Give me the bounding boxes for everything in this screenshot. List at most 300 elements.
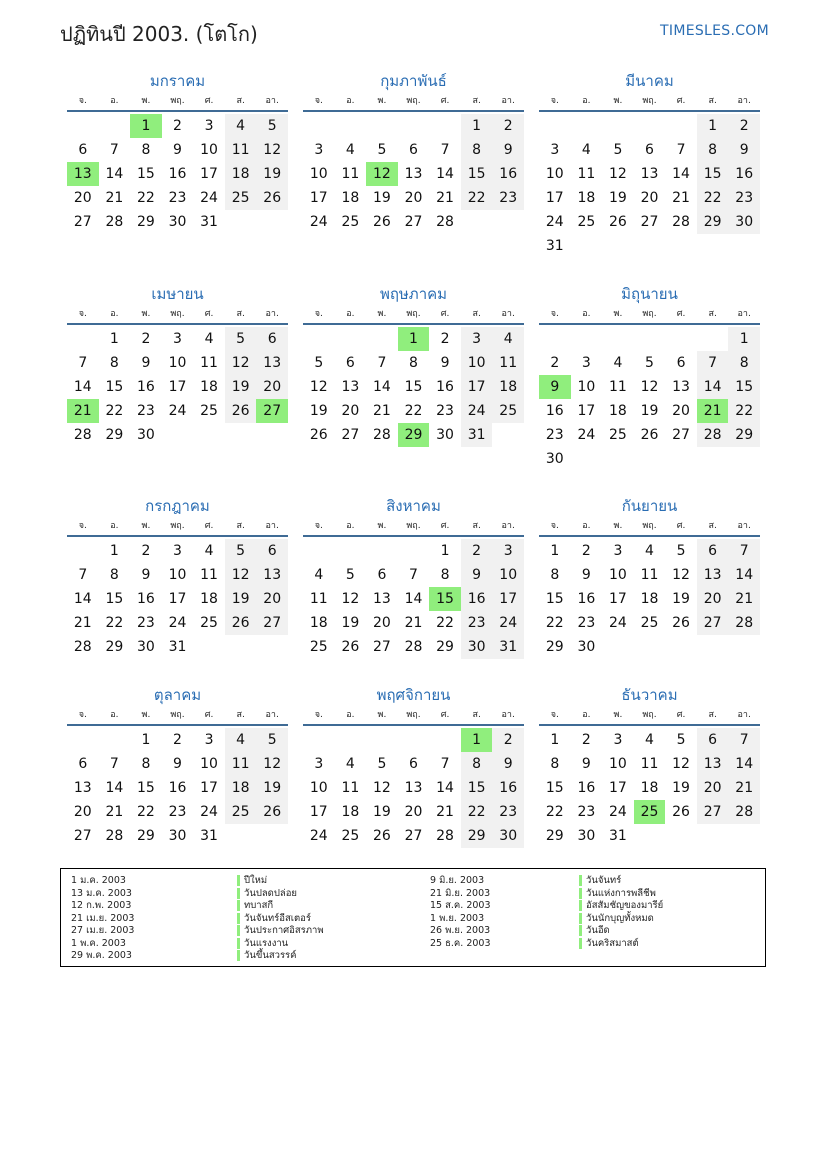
legend-holiday-date: 12 ก.พ. 2003 <box>71 900 132 911</box>
day-cell: 14 <box>728 563 760 587</box>
day-cell: 18 <box>200 591 218 607</box>
weekday-label: จ. <box>78 96 87 106</box>
holiday-day-cell: 1 <box>461 728 493 752</box>
day-cell: 8 <box>550 756 560 772</box>
weekday-label: พ. <box>141 309 151 319</box>
day-cell: 20 <box>341 403 360 419</box>
weekday-label: พฤ. <box>406 309 421 319</box>
day-cell: 31 <box>492 635 524 659</box>
weekday-label: พฤ. <box>642 710 657 720</box>
day-cell: 26 <box>373 214 391 230</box>
day-cell: 11 <box>609 379 627 395</box>
day-cell: 27 <box>697 800 729 824</box>
day-grid <box>67 539 288 659</box>
day-cell: 7 <box>409 567 418 583</box>
day-empty <box>99 114 131 138</box>
day-cell: 29 <box>728 423 760 447</box>
day-cell: 13 <box>672 379 690 395</box>
day-cell: 28 <box>73 427 92 443</box>
day-cell: 30 <box>168 214 187 230</box>
day-cell: 11 <box>309 591 328 607</box>
day-empty <box>571 114 603 138</box>
day-cell: 10 <box>309 780 328 796</box>
day-cell: 9 <box>581 567 591 583</box>
weekday-label: ส. <box>472 309 481 319</box>
month-name: พฤศจิกายน <box>376 686 451 704</box>
day-empty <box>366 539 398 563</box>
day-cell: 2 <box>728 114 760 138</box>
day-cell: 18 <box>200 379 218 395</box>
weekday-label: อ. <box>110 96 119 106</box>
site-brand-link[interactable]: TIMESLES.COM <box>660 23 769 39</box>
weekday-label: อา. <box>265 521 279 531</box>
day-empty <box>67 539 99 563</box>
weekday-label: พ. <box>377 309 387 319</box>
day-cell: 24 <box>609 804 627 820</box>
weekday-label: ศ. <box>204 309 214 319</box>
weekday-label: อา. <box>737 521 751 531</box>
day-cell: 11 <box>492 351 524 375</box>
day-cell: 18 <box>640 591 659 607</box>
day-cell: 6 <box>256 327 288 351</box>
day-cell: 12 <box>672 756 690 772</box>
weekday-label: อ. <box>110 710 119 720</box>
weekday-label: อ. <box>110 521 119 531</box>
day-cell: 17 <box>461 375 493 399</box>
day-cell: 23 <box>168 190 187 206</box>
weekday-label: พ. <box>141 521 151 531</box>
legend-holiday-date: 29 พ.ค. 2003 <box>71 950 132 961</box>
day-cell: 3 <box>173 331 182 347</box>
day-cell: 28 <box>436 828 454 844</box>
day-cell: 20 <box>672 403 690 419</box>
day-cell: 29 <box>105 427 124 443</box>
day-cell: 23 <box>728 186 760 210</box>
legend-holiday-date: 27 เม.ย. 2003 <box>71 925 135 936</box>
legend-holiday-date: 1 ม.ค. 2003 <box>71 875 126 886</box>
day-cell: 25 <box>225 186 257 210</box>
month-name: มกราคม <box>149 72 206 90</box>
weekday-header <box>67 92 288 112</box>
day-cell: 30 <box>728 210 760 234</box>
day-grid <box>303 539 524 659</box>
day-cell: 21 <box>728 776 760 800</box>
weekday-label: ศ. <box>440 521 450 531</box>
legend-holiday-date: 21 เม.ย. 2003 <box>71 912 135 924</box>
day-cell: 5 <box>256 728 288 752</box>
day-cell: 16 <box>577 591 596 607</box>
day-cell: 11 <box>225 752 257 776</box>
day-cell: 19 <box>341 615 360 631</box>
day-cell: 28 <box>73 639 92 655</box>
month-10 <box>67 684 288 848</box>
day-cell: 19 <box>225 375 257 399</box>
day-cell: 11 <box>200 355 218 371</box>
day-empty <box>335 539 367 563</box>
weekday-label: ศ. <box>204 710 214 720</box>
day-cell: 27 <box>373 639 391 655</box>
day-cell: 5 <box>676 732 686 748</box>
day-empty <box>665 327 697 351</box>
day-cell: 23 <box>577 804 596 820</box>
day-cell: 18 <box>225 162 257 186</box>
day-cell: 19 <box>225 587 257 611</box>
day-cell: 7 <box>728 728 760 752</box>
weekday-label: พ. <box>377 96 387 106</box>
weekday-label: ศ. <box>676 96 686 106</box>
day-cell: 13 <box>404 780 423 796</box>
weekday-label: อ. <box>346 309 355 319</box>
day-empty <box>634 327 666 351</box>
day-cell: 27 <box>404 214 423 230</box>
holiday-day-cell: 21 <box>67 399 99 423</box>
weekday-label: พ. <box>377 710 387 720</box>
day-cell: 4 <box>492 327 524 351</box>
day-cell: 10 <box>577 379 596 395</box>
day-cell: 26 <box>225 399 257 423</box>
day-cell: 12 <box>609 166 627 182</box>
weekday-label: พ. <box>613 521 623 531</box>
day-cell: 26 <box>640 427 659 443</box>
day-cell: 24 <box>309 828 328 844</box>
month-1 <box>67 70 288 234</box>
day-cell: 2 <box>461 539 493 563</box>
day-cell: 24 <box>200 190 218 206</box>
day-cell: 19 <box>256 776 288 800</box>
day-cell: 21 <box>73 615 92 631</box>
day-grid <box>539 114 760 258</box>
legend-holiday-date: 21 มิ.ย. 2003 <box>430 887 491 899</box>
day-empty <box>335 728 367 752</box>
day-cell: 3 <box>461 327 493 351</box>
day-cell: 21 <box>404 615 423 631</box>
weekday-label: อา. <box>265 710 279 720</box>
weekday-label: พฤ. <box>642 521 657 531</box>
day-cell: 21 <box>105 190 124 206</box>
day-cell: 27 <box>640 214 659 230</box>
day-cell: 17 <box>577 403 596 419</box>
month-name: เมษายน <box>151 285 204 303</box>
day-empty <box>303 539 335 563</box>
day-empty <box>67 114 99 138</box>
day-cell: 25 <box>341 828 360 844</box>
day-cell: 9 <box>492 752 524 776</box>
day-cell: 2 <box>581 543 591 559</box>
day-cell: 15 <box>137 780 155 796</box>
day-cell: 13 <box>256 563 288 587</box>
day-cell: 9 <box>492 138 524 162</box>
day-cell: 26 <box>225 611 257 635</box>
day-cell: 6 <box>256 539 288 563</box>
day-cell: 4 <box>645 732 654 748</box>
holiday-day-cell: 29 <box>398 423 430 447</box>
day-cell: 12 <box>256 752 288 776</box>
weekday-label: พฤ. <box>170 309 185 319</box>
day-cell: 4 <box>204 543 214 559</box>
day-cell: 15 <box>404 379 423 395</box>
day-cell: 30 <box>545 451 564 467</box>
day-cell: 7 <box>676 142 686 158</box>
weekday-label: ส. <box>708 710 717 720</box>
weekday-label: พ. <box>613 309 623 319</box>
day-grid <box>303 327 524 447</box>
weekday-label: อา. <box>737 96 751 106</box>
day-cell: 12 <box>341 591 360 607</box>
day-cell: 25 <box>341 214 360 230</box>
weekday-label: อ. <box>346 521 355 531</box>
holiday-day-cell: 13 <box>67 162 99 186</box>
day-empty <box>366 114 398 138</box>
day-cell: 5 <box>225 539 257 563</box>
weekday-label: อ. <box>582 521 591 531</box>
day-cell: 22 <box>461 800 493 824</box>
day-cell: 17 <box>200 780 218 796</box>
legend-holiday-name: วันปลดปล่อย <box>237 888 297 899</box>
day-empty <box>634 114 666 138</box>
day-cell: 9 <box>173 142 182 158</box>
day-cell: 7 <box>78 355 88 371</box>
day-cell: 23 <box>492 186 524 210</box>
legend-dates-right <box>430 875 491 950</box>
day-cell: 16 <box>492 162 524 186</box>
day-cell: 10 <box>200 142 218 158</box>
day-cell: 21 <box>105 804 124 820</box>
day-cell: 28 <box>728 611 760 635</box>
day-cell: 23 <box>168 804 187 820</box>
legend-holiday-name: วันประกาศอิสรภาพ <box>237 925 324 936</box>
day-cell: 3 <box>550 142 560 158</box>
day-cell: 4 <box>204 331 214 347</box>
day-cell: 5 <box>377 756 387 772</box>
day-cell: 26 <box>672 615 690 631</box>
day-cell: 6 <box>697 539 729 563</box>
day-cell: 4 <box>314 567 324 583</box>
day-cell: 18 <box>577 190 596 206</box>
weekday-label: พฤ. <box>170 710 185 720</box>
weekday-label: ศ. <box>676 521 686 531</box>
day-empty <box>602 327 634 351</box>
day-cell: 22 <box>697 186 729 210</box>
day-cell: 26 <box>609 214 627 230</box>
day-cell: 11 <box>640 756 659 772</box>
day-cell: 29 <box>461 824 493 848</box>
day-cell: 5 <box>345 567 355 583</box>
day-cell: 12 <box>225 563 257 587</box>
day-cell: 5 <box>225 327 257 351</box>
legend-holiday-name: วันจันทร์ <box>579 875 621 886</box>
weekday-label: อา. <box>737 710 751 720</box>
day-cell: 4 <box>225 728 257 752</box>
day-cell: 11 <box>577 166 596 182</box>
day-cell: 22 <box>728 399 760 423</box>
day-cell: 18 <box>640 780 659 796</box>
holiday-day-cell: 27 <box>256 399 288 423</box>
legend-holiday-name: วันแห่งการพลีชีพ <box>579 888 656 899</box>
day-cell: 4 <box>645 543 654 559</box>
day-cell: 6 <box>697 728 729 752</box>
weekday-header <box>303 706 524 726</box>
day-grid <box>539 539 760 659</box>
weekday-label: อา. <box>501 521 515 531</box>
day-cell: 21 <box>728 587 760 611</box>
day-cell: 31 <box>461 423 493 447</box>
holiday-day-cell: 1 <box>398 327 430 351</box>
month-name: กรกฎาคม <box>145 497 210 515</box>
day-cell: 8 <box>109 355 119 371</box>
day-cell: 12 <box>373 780 391 796</box>
weekday-label: พ. <box>613 710 623 720</box>
day-cell: 10 <box>609 567 627 583</box>
day-cell: 2 <box>173 732 182 748</box>
day-cell: 19 <box>640 403 659 419</box>
day-empty <box>697 327 729 351</box>
day-cell: 12 <box>309 379 328 395</box>
legend-holiday-date: 9 มิ.ย. 2003 <box>430 875 485 886</box>
day-cell: 6 <box>345 355 355 371</box>
day-cell: 6 <box>409 756 418 772</box>
legend-holiday-name: วันคริสมาสต์ <box>579 938 639 949</box>
day-cell: 7 <box>440 756 450 772</box>
weekday-label: พฤ. <box>170 96 185 106</box>
day-cell: 9 <box>141 355 151 371</box>
day-cell: 24 <box>200 804 218 820</box>
month-name: ธันวาคม <box>621 686 678 704</box>
day-cell: 17 <box>492 587 524 611</box>
day-cell: 10 <box>609 756 627 772</box>
day-cell: 28 <box>728 800 760 824</box>
month-9 <box>539 495 760 659</box>
month-12 <box>539 684 760 848</box>
weekday-label: อา. <box>501 96 515 106</box>
day-cell: 16 <box>492 776 524 800</box>
weekday-label: ส. <box>236 710 245 720</box>
day-cell: 22 <box>105 403 124 419</box>
weekday-label: อา. <box>501 309 515 319</box>
day-cell: 20 <box>404 190 423 206</box>
day-cell: 2 <box>550 355 560 371</box>
day-cell: 14 <box>436 780 454 796</box>
day-empty <box>398 114 430 138</box>
day-cell: 17 <box>309 190 328 206</box>
day-cell: 13 <box>341 379 360 395</box>
day-cell: 30 <box>137 639 155 655</box>
day-cell: 4 <box>613 355 623 371</box>
day-cell: 25 <box>609 427 627 443</box>
holiday-day-cell: 9 <box>539 375 571 399</box>
day-cell: 4 <box>345 756 355 772</box>
day-cell: 23 <box>577 615 596 631</box>
weekday-label: จ. <box>314 521 323 531</box>
day-cell: 4 <box>581 142 591 158</box>
day-cell: 16 <box>545 403 564 419</box>
weekday-label: ส. <box>472 96 481 106</box>
day-cell: 26 <box>256 186 288 210</box>
day-cell: 17 <box>545 190 564 206</box>
weekday-label: อา. <box>265 96 279 106</box>
day-cell: 30 <box>137 427 155 443</box>
weekday-header <box>539 305 760 325</box>
month-name: สิงหาคม <box>386 497 441 515</box>
weekday-label: ส. <box>708 309 717 319</box>
month-name: ตุลาคม <box>153 686 202 704</box>
day-cell: 1 <box>550 732 560 748</box>
day-cell: 23 <box>436 403 454 419</box>
day-empty <box>366 728 398 752</box>
weekday-label: ศ. <box>440 96 450 106</box>
day-cell: 3 <box>314 756 324 772</box>
day-cell: 13 <box>256 351 288 375</box>
day-cell: 8 <box>440 567 450 583</box>
weekday-label: อ. <box>346 710 355 720</box>
day-cell: 22 <box>545 615 564 631</box>
day-cell: 2 <box>173 118 182 134</box>
day-cell: 5 <box>645 355 654 371</box>
day-cell: 11 <box>200 567 218 583</box>
weekday-header <box>67 305 288 325</box>
day-cell: 8 <box>109 567 119 583</box>
day-cell: 31 <box>609 828 627 844</box>
weekday-header <box>539 706 760 726</box>
weekday-label: จ. <box>78 710 87 720</box>
day-cell: 1 <box>440 543 450 559</box>
day-cell: 9 <box>728 138 760 162</box>
day-cell: 2 <box>492 728 524 752</box>
day-cell: 17 <box>609 591 627 607</box>
day-cell: 3 <box>173 543 182 559</box>
day-cell: 11 <box>640 567 659 583</box>
day-cell: 18 <box>609 403 627 419</box>
legend-names-right <box>579 875 663 950</box>
day-cell: 3 <box>581 355 591 371</box>
day-cell: 3 <box>613 543 623 559</box>
day-cell: 24 <box>168 403 187 419</box>
day-cell: 1 <box>109 331 119 347</box>
day-cell: 22 <box>137 804 155 820</box>
weekday-label: จ. <box>550 710 559 720</box>
day-cell: 11 <box>341 166 360 182</box>
day-cell: 29 <box>436 639 454 655</box>
day-cell: 15 <box>461 776 493 800</box>
day-cell: 23 <box>137 615 155 631</box>
day-cell: 4 <box>345 142 355 158</box>
day-grid <box>539 728 760 848</box>
day-empty <box>429 728 461 752</box>
legend-holiday-date: 26 พ.ย. 2003 <box>430 925 491 936</box>
day-cell: 27 <box>73 828 92 844</box>
day-cell: 6 <box>676 355 686 371</box>
day-cell: 16 <box>168 166 187 182</box>
weekday-label: ศ. <box>676 710 686 720</box>
day-cell: 14 <box>73 379 92 395</box>
day-empty <box>398 539 430 563</box>
day-cell: 29 <box>697 210 729 234</box>
day-empty <box>67 327 99 351</box>
weekday-label: ส. <box>236 521 245 531</box>
day-cell: 24 <box>492 611 524 635</box>
day-cell: 15 <box>545 591 564 607</box>
day-cell: 28 <box>697 423 729 447</box>
weekday-label: พ. <box>377 521 387 531</box>
day-cell: 1 <box>109 543 119 559</box>
day-cell: 6 <box>645 142 654 158</box>
day-cell: 16 <box>137 591 155 607</box>
day-cell: 20 <box>404 804 423 820</box>
day-cell: 7 <box>109 142 119 158</box>
weekday-header <box>539 92 760 112</box>
day-cell: 1 <box>550 543 560 559</box>
day-cell: 10 <box>545 166 564 182</box>
day-cell: 23 <box>461 611 493 635</box>
